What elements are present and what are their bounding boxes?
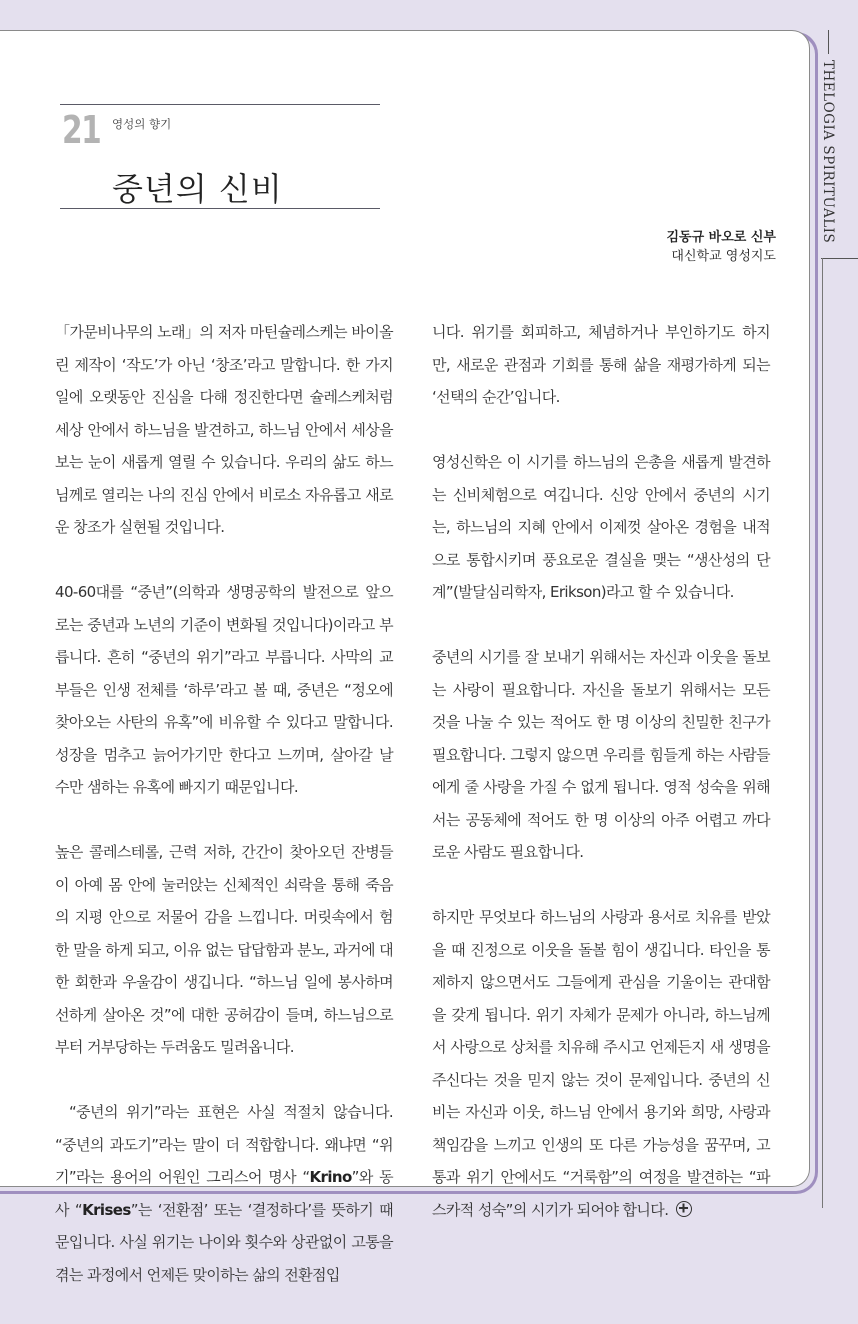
- paragraph: 「가문비나무의 노래」의 저자 마틴슐레스케는 바이올린 제작이 ‘작도’가 아닌 ‘창조’라고 말합니다. 한 가지 일에 오랫동안 진심을 다해 정진한다면 슐레스케처럼 세상 안에서 하느님을 발견하고, 하느님 안에서 세상을 보는 눈이 새롭게 열릴 수 있습니다. 우리의 삶도 하느님께로 열리는 나의 진심 안에서 비로소 자유롭고 새로운 창조가 실현될 것입니다.: [55, 323, 393, 536]
- author-affiliation: 대신학교 영성지도: [671, 249, 776, 264]
- author-block: [666, 228, 776, 266]
- right-column: [432, 316, 770, 1259]
- article-title: 중년의 신비: [112, 170, 283, 208]
- journal-name-vertical: THELOGIA SPIRITUALIS: [820, 60, 836, 244]
- paragraph: 중년의 시기를 잘 보내기 위해서는 자신과 이웃을 돌보는 사랑이 필요합니다. 자신을 돌보기 위해서는 모든 것을 나눌 수 있는 적어도 한 명 이상의 친밀한 친구가 필요합니다. 그렇지 않으면 우리를 힘들게 하는 사람들에게 줄 사랑을 가질 수 없게 됩니다. 영적 성숙을 위해서는 공동체에 적어도 한 명 이상의 아주 어렵고 까다로운 사람도 필요합니다.: [432, 648, 770, 861]
- left-column: [55, 316, 393, 1324]
- section-label: 영성의 향기: [112, 117, 172, 131]
- side-rule-bottom: [822, 258, 823, 1208]
- keyword-krino: Krino: [309, 1168, 352, 1186]
- paragraph: 40-60대를 “중년”(의학과 생명공학의 발전으로 앞으로는 중년과 노년의 기준이 변화될 것입니다)이라고 부릅니다. 흔히 “중년의 위기”라고 부릅니다. 사막의 교부들은 인생 전체를 ‘하루’라고 볼 때, 중년은 “정오에 찾아오는 사탄의 유혹”에 비유할 수 있다고 말합니다. 성장을 멈추고 늙어가기만 한다고 느끼며, 살아갈 날 수만 샘하는 유혹에 빠지기 때문입니다.: [55, 583, 393, 796]
- text-run: 하지만 무엇보다 하느님의 사랑과 용서로 치유를 받았을 때 진정으로 이웃을 돌볼 힘이 생깁니다. 타인을 통제하지 않으면서도 그들에게 관심을 기울이는 관대함을 갖게 됩니다. 위기 자체가 문제가 아니라, 하느님께서 사랑으로 상처를 치유해 주시고 언제든지 새 생명을 주신다는 것을 믿지 않는 것이 문제입니다. 중년의 신비는 자신과 이웃, 하느님 안에서 용기와 희망, 사랑과 책임감을 느끼고 인생의 또 다른 가능성을 꿈꾸며, 고통과 위기 안에서도 “거룩함”의 여정을 발견하는 “파스카적 성숙”의 시기가 되어야 합니다.: [432, 908, 770, 1219]
- keyword-krises: Krises: [82, 1200, 131, 1219]
- paragraph: 높은 콜레스테롤, 근력 저하, 간간이 찾아오던 잔병들이 아예 몸 안에 눌러앉는 신체적인 쇠락을 통해 죽음의 지평 안으로 저물어 감을 느낍니다. 머릿속에서 험한 말을 하게 되고, 이유 없는 답답함과 분노, 과거에 대한 회한과 우울감이 생깁니다. “하느님 일에 봉사하며 선하게 살아온 것”에 대한 공허감이 들며, 하느님으로부터 거부당하는 두려움도 밀려옵니다.: [55, 843, 393, 1056]
- text-run: “중년의 위기”라는 표현은 사실 적절치 않습니다. “중년의 과도기”라는 말이 더 적합합니다. 왜냐면 “위기”라는 용어의 어원인 그리스어 명사 “: [55, 1103, 393, 1186]
- header-rule-bottom: [60, 208, 380, 209]
- text-run: ”는 ‘전환점’ 또는 ‘결정하다’를 뜻하기 때문입니다. 사실 위기는 나이와 횟수와 상관없이 고통을 겪는 과정에서 언제든 맞이하는 삶의 전환점입: [55, 1200, 393, 1284]
- side-rule-horizontal: [821, 258, 858, 259]
- paragraph: [55, 1096, 393, 1291]
- side-rule-top: [828, 30, 829, 54]
- text-run: ”와 동사 “: [55, 1168, 393, 1219]
- cross-circle-icon: [676, 1201, 692, 1217]
- paragraph: 니다. 위기를 회피하고, 체념하거나 부인하기도 하지만, 새로운 관점과 기회를 통해 삶을 재평가하게 되는 ‘선택의 순간’입니다.: [432, 323, 770, 406]
- issue-number: 21: [62, 108, 101, 152]
- author-name: 김동규 바오로 신부: [666, 230, 776, 245]
- paragraph: [432, 901, 770, 1226]
- paragraph: 영성신학은 이 시기를 하느님의 은총을 새롭게 발견하는 신비체험으로 여깁니다. 신앙 안에서 중년의 시기는, 하느님의 지혜 안에서 이제껏 살아온 경험을 내적으로 통합시키며 풍요로운 결실을 맺는 “생산성의 단계”(발달심리학자, Erikson)라고 할 수 있습니다.: [432, 453, 770, 601]
- header-rule-top: [60, 104, 380, 105]
